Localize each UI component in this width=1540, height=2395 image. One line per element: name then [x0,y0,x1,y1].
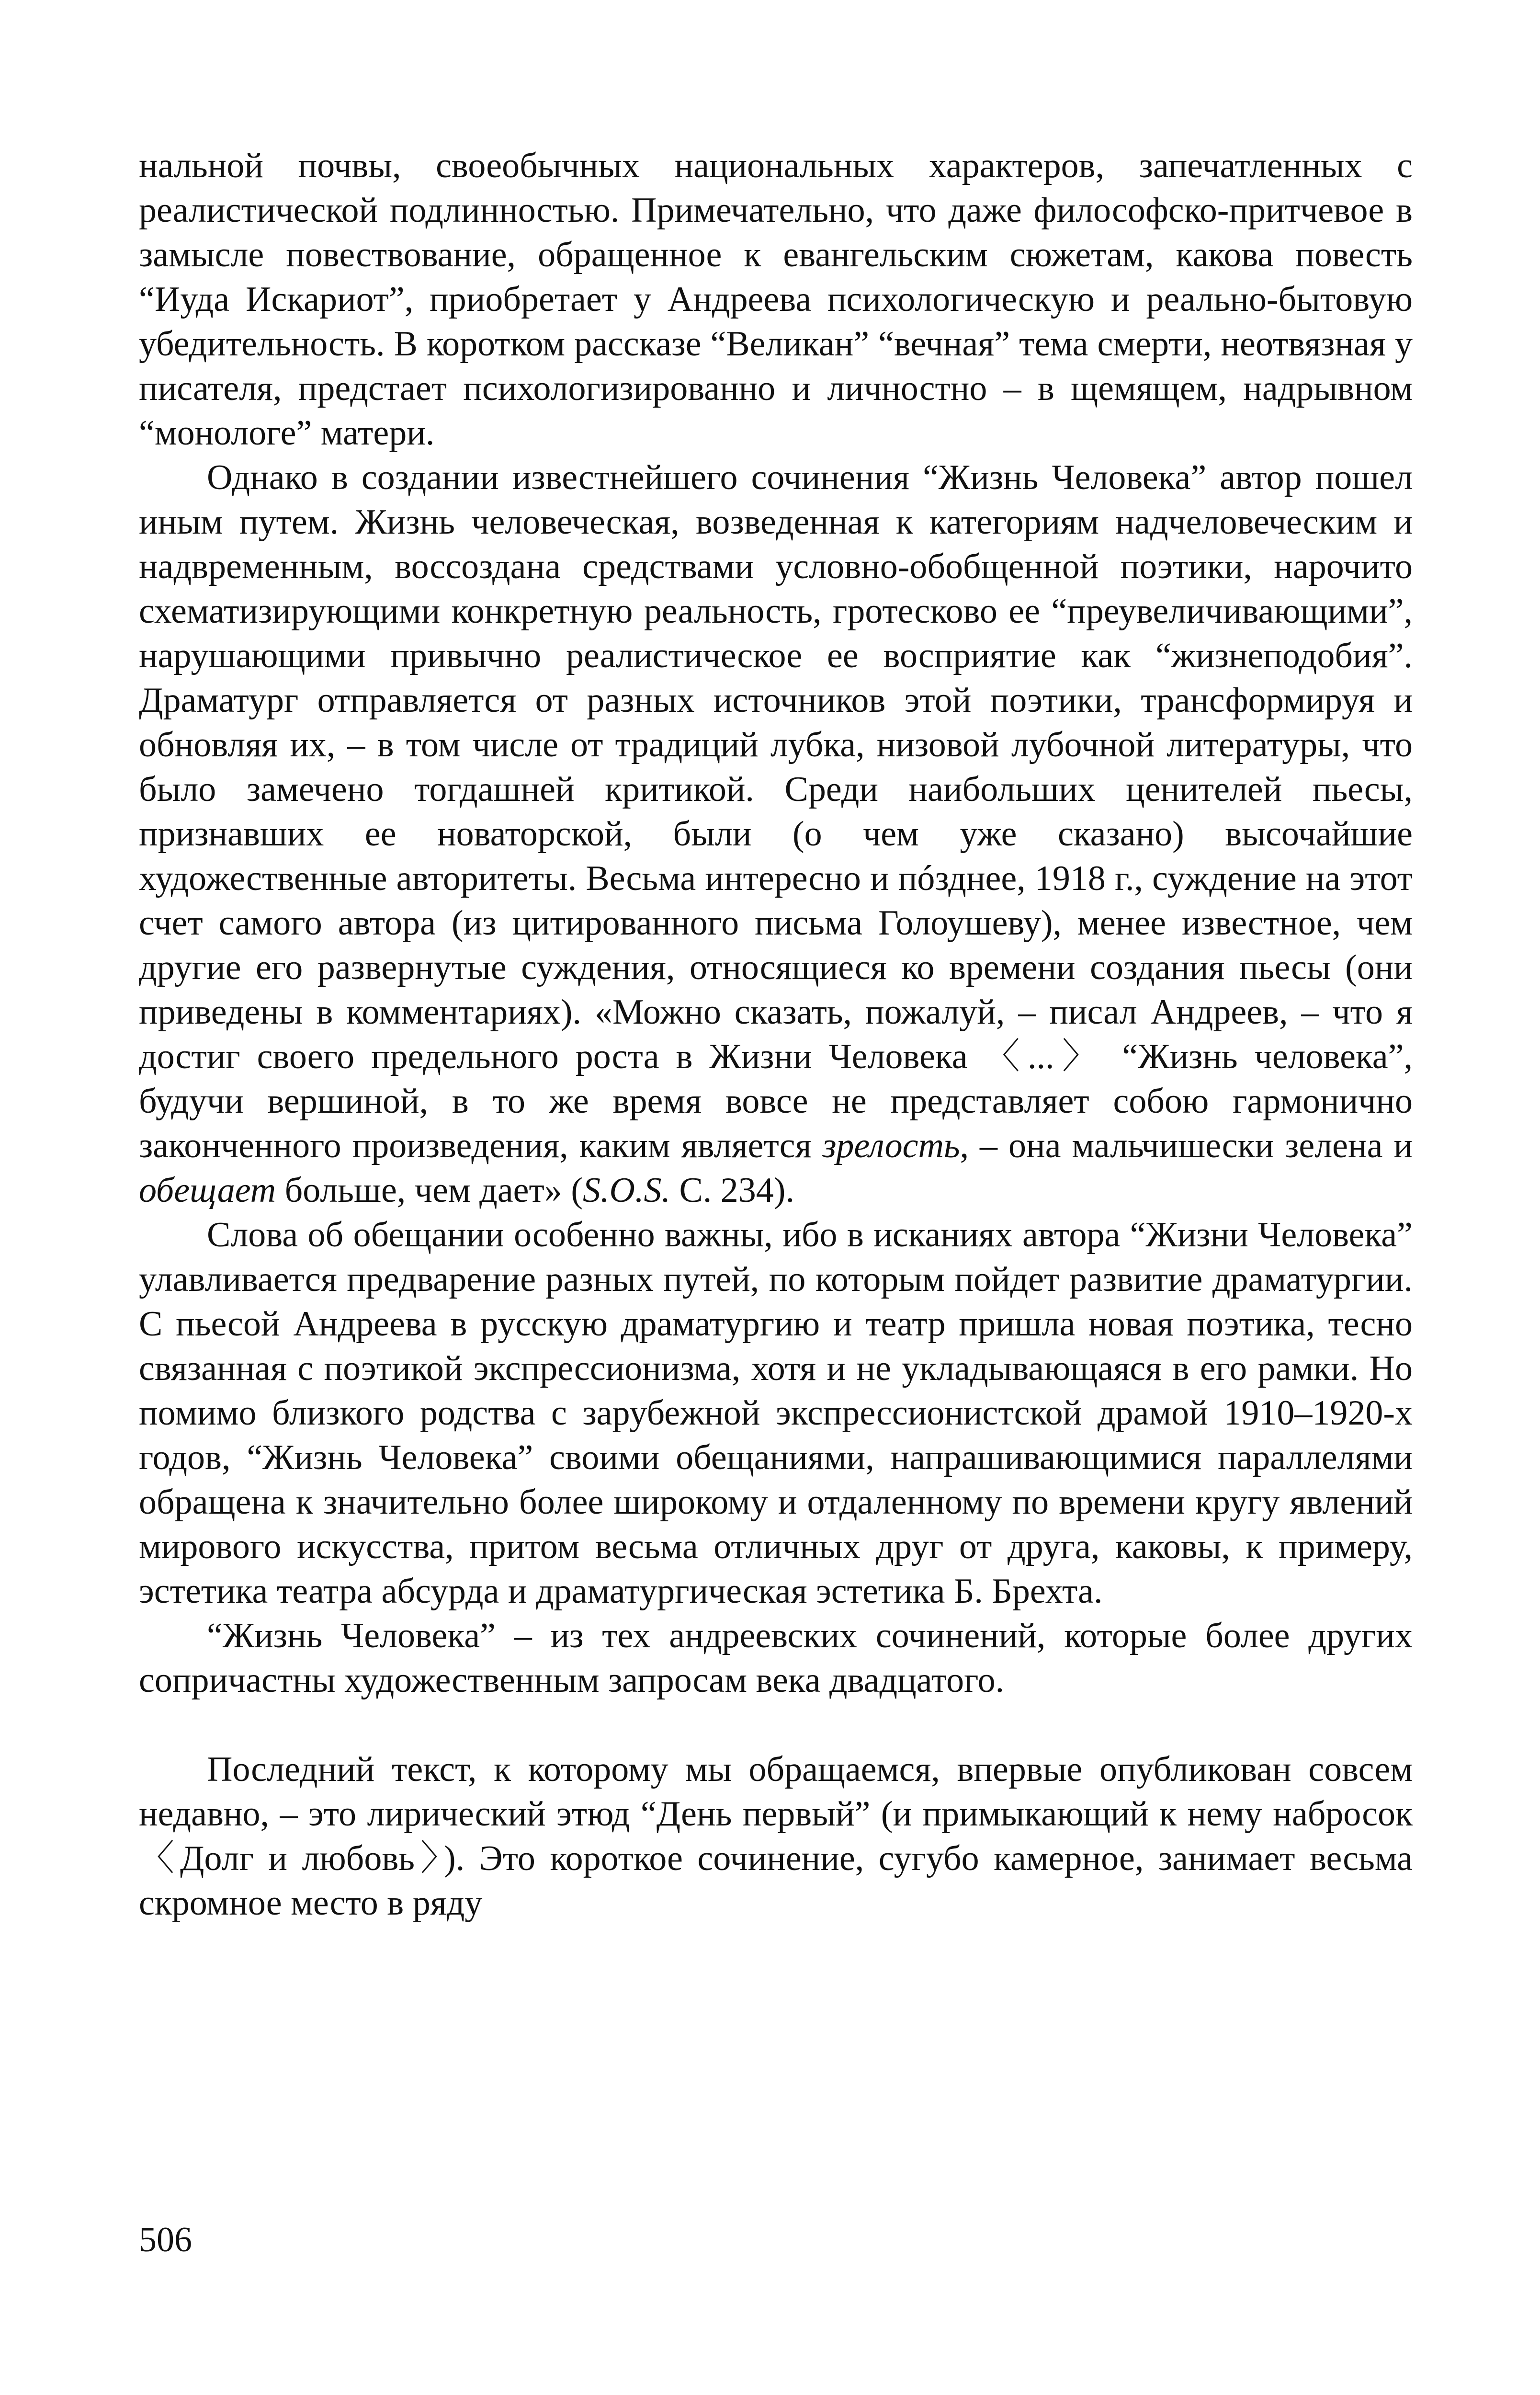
paragraph-2-text-c: больше, чем дает» ( [276,1171,583,1210]
section-gap [139,1703,1413,1747]
paragraph-2-text-b: , – она мальчишески зелена и [960,1126,1413,1165]
paragraph-2-text-d: С. 234). [670,1171,794,1210]
paragraph-4: “Жизнь Человека” – из тех андреевских сочинений, которые более других сопричастны художественным запросам века двадцатого. [139,1616,1413,1700]
italic-obeshaet: обещает [139,1171,276,1210]
page-body [139,144,1413,1926]
italic-sos: S.O.S. [583,1171,670,1210]
paragraph-1: нальной почвы, своеобычных национальных характеров, запечатленных с реалистической подлинностью. Примечательно, что даже философско-притчевое в замысле повествование, обращенное к евангельским сюжетам, какова повесть “Иуда Искариот”, приобретает у Андреева психологическую и реально-бытовую убедительность. В коротком рассказе “Великан” “вечная” тема смерти, неотвязная у писателя, предстает психологизированно и личностно – в щемящем, надрывном “монологе” матери. [139,146,1413,453]
page-number: 506 [139,2220,192,2259]
paragraph-2-text: Однако в создании известнейшего сочинения “Жизнь Человека” автор пошел иным путем. Жизнь человеческая, возведенная к категориям надчеловеческим и надвременным, воссоздана средствами условно-обобщенной поэтики, нарочито схематизирующими конкретную реальность, гротесково ее “преувеличивающими”, нарушающими привычно реалистическое ее восприятие как “жизнеподобия”. Драматург отправляется от разных источников этой поэтики, трансформируя и обновляя их, – в том числе от традиций лубка, низовой лубочной литературы, что было замечено тогдашней критикой. Среди наибольших ценителей пьесы, признавших ее новаторской, были (о чем уже сказано) высочайшие художественные авторитеты. Весьма интересно и пóзднее, 1918 г., суждение на этот счет самого автора (из цитированного письма Голоушеву), менее известное, чем другие его развернутые суждения, относящиеся ко времени создания пьесы (они приведены в комментариях). «Можно сказать, пожалуй, – писал Андреев, – что я достиг своего предельного роста в Жизни Человека 〈...〉 “Жизнь человека”, будучи вершиной, в то же время вовсе не представляет собою гармонично законченного произведения, каким является [139,458,1413,1165]
paragraph-3: Слова об обещании особенно важны, ибо в исканиях автора “Жизни Человека” улавливается предварение разных путей, по которым пойдет развитие драматургии. С пьесой Андреева в русскую драматургию и театр пришла новая поэтика, тесно связанная с поэтикой экспрессионизма, хотя и не укладывающаяся в его рамки. Но помимо близкого родства с зарубежной экспрессионистской драмой 1910–1920-х годов, “Жизнь Человека” своими обещаниями, напрашивающимися параллелями обращена к значительно более широкому и отдаленному по времени кругу явлений мирового искусства, притом весьма отличных друг от друга, каковы, к примеру, эстетика театра абсурда и драматургическая эстетика Б. Брехта. [139,1215,1413,1611]
italic-zrelost: зрелость [822,1126,960,1165]
paragraph-2 [139,456,1413,1213]
paragraph-5: Последний текст, к которому мы обращаемся, впервые опубликован совсем недавно, – это лирический этюд “День первый” (и примыкающий к нему набросок 〈Долг и любовь〉). Это короткое сочинение, сугубо камерное, занимает весьма скромное место в ряду [139,1750,1413,1923]
